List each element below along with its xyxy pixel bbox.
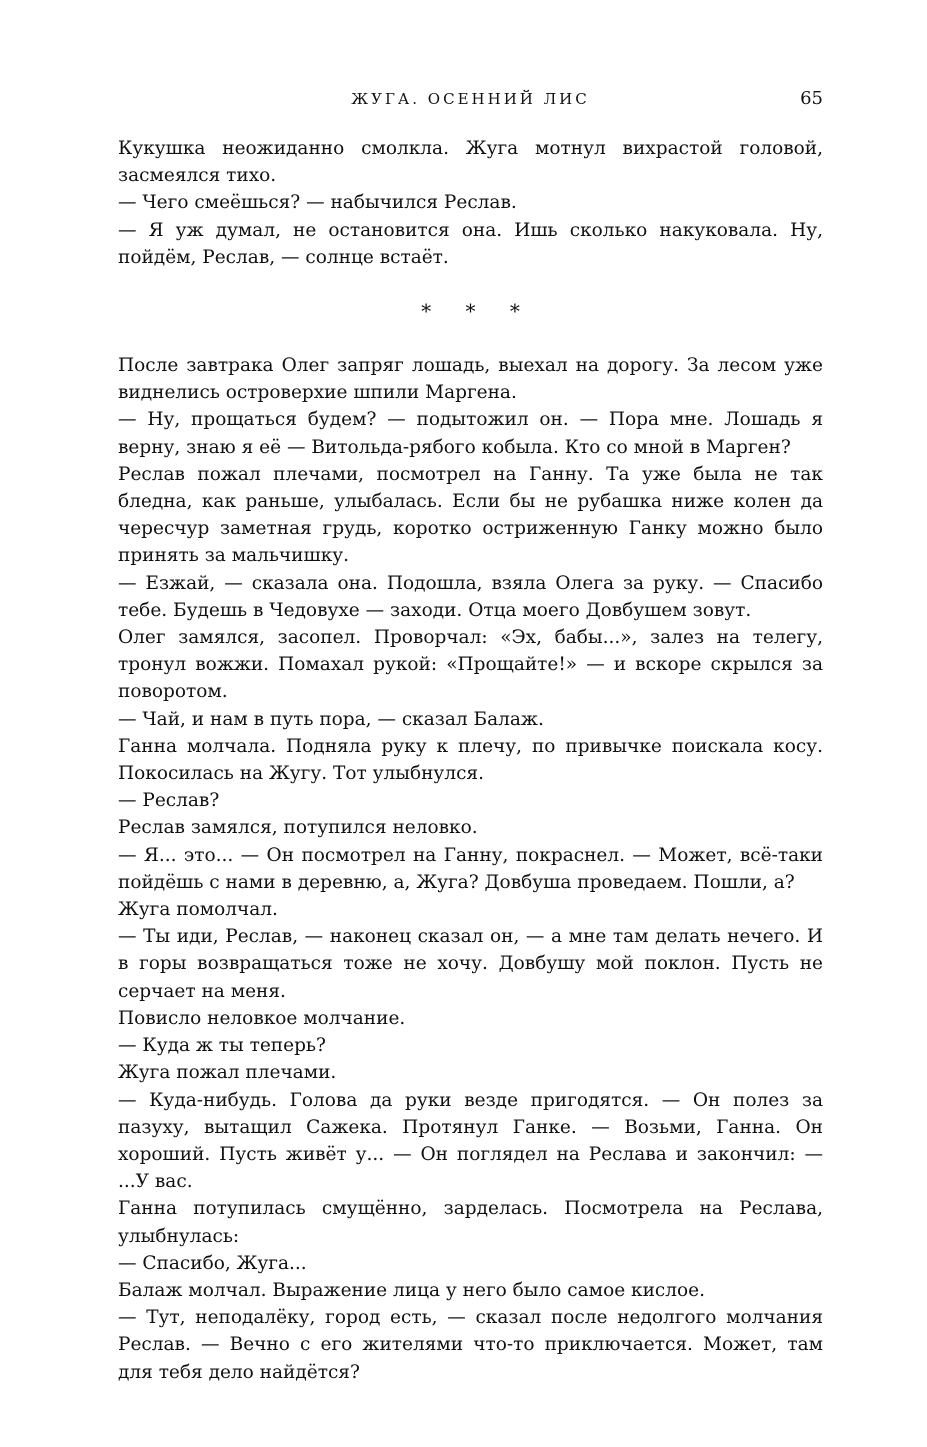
paragraph: Реслав замялся, потупился неловко. [118,817,478,839]
paragraph: Жуга пожал плечами. [118,1062,337,1084]
paragraph: — Куда-нибудь. Голова да руки везде пригодятся. — Он полез за пазуху, вытащил Сажека. Протянул Ганке. — Возьми, Ганна. Он хороший. Пусть живёт у... — Он поглядел на Реслава и закончил: — ...У вас. [118,1089,823,1193]
paragraph: Кукушка неожиданно смолкла. Жуга мотнул вихрастой головой, засмеялся тихо. [118,138,823,187]
paragraph: — Ты иди, Реслав, — наконец сказал он, — а мне там делать нечего. И в горы возвращаться тоже не хочу. Довбушу мой поклон. Пусть не серчает на меня. [118,926,823,1002]
paragraph: — Спасибо, Жуга... [118,1252,307,1274]
paragraph: — Чего смеёшься? — набычился Реслав. [118,192,517,214]
paragraph: — Чай, и нам в путь пора, — сказал Балаж. [118,708,544,730]
section-before-break [118,135,823,271]
running-title: ЖУГА. ОСЕННИЙ ЛИС [351,90,590,108]
paragraph: Балаж молчал. Выражение лица у него было самое кислое. [118,1279,706,1301]
paragraph: — Я... это... — Он посмотрел на Ганну, покраснел. — Может, всё-таки пойдёшь с нами в деревню, а, Жуга? Довбуша проведаем. Пошли, а? [118,844,823,893]
paragraph: Реслав пожал плечами, посмотрел на Ганну. Та уже была не так бледна, как раньше, улыбалась. Если бы не рубашка ниже колен да чересчур заметная грудь, коротко остриженную Ганку можно было принять за мальчишку. [118,463,823,567]
paragraph: — Езжай, — сказала она. Подошла, взяла Олега за руку. — Спасибо тебе. Будешь в Чедовухе — заходи. Отца моего Довбушем зовут. [118,572,823,621]
paragraph: Жуга помолчал. [118,899,278,921]
paragraph: После завтрака Олег запряг лошадь, выехал на дорогу. За лесом уже виднелись островерхие шпили Маргена. [118,355,823,404]
paragraph: Ганна молчала. Подняла руку к плечу, по привычке поискала косу. Покосилась на Жугу. Тот улыбнулся. [118,735,823,785]
scene-break: * * * [421,299,534,324]
section-after-break [118,352,823,1386]
paragraph: Ганна потупилась смущённо, зарделась. Посмотрела на Реслава, улыбнулась: [118,1198,823,1247]
paragraph: — Реслав? [118,790,220,812]
page-header [118,88,823,112]
paragraph: — Тут, неподалёку, город есть, — сказал после недолгого молчания Реслав. — Вечно с его жителями что-то приключается. Может, там для тебя дело найдётся? [118,1307,823,1383]
body-text [118,135,823,1386]
paragraph: Повисло неловкое молчание. [118,1007,406,1029]
paragraph: — Куда ж ты теперь? [118,1035,326,1057]
paragraph: Олег замялся, засопел. Проворчал: «Эх, бабы...», залез на телегу, тронул вожжи. Помахал рукой: «Прощайте!» — и вскоре скрылся за поворотом. [118,627,823,703]
paragraph: — Ну, прощаться будем? — подытожил он. — Пора мне. Лошадь я верну, знаю я её — Витольда-рябого кобыла. Кто со мной в Марген? [118,409,823,458]
paragraph: — Я уж думал, не остановится она. Ишь сколько накуковала. Ну, пойдём, Реслав, — солнце встаёт. [118,219,823,268]
page-number: 65 [800,88,823,109]
